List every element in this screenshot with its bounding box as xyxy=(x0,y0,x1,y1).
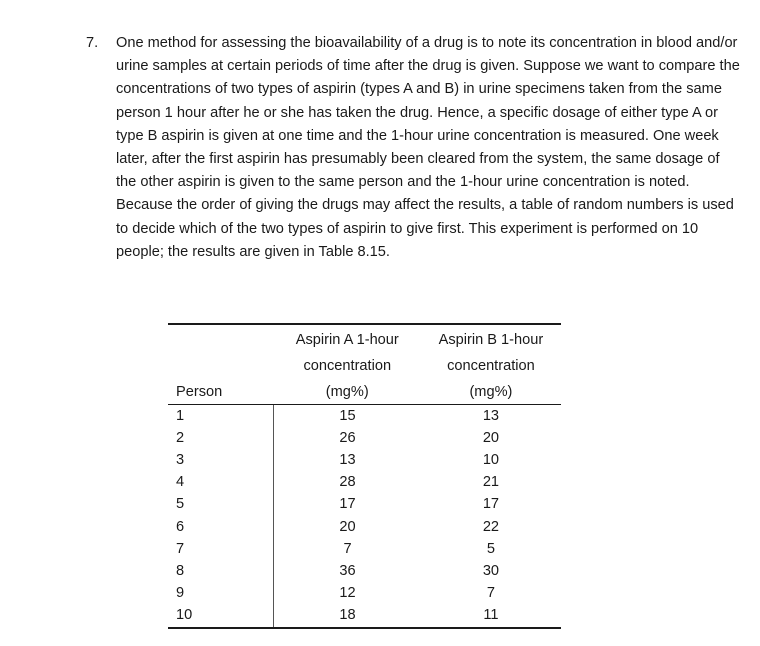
problem-statement xyxy=(86,32,742,264)
table-row xyxy=(168,493,561,515)
cell-aspirin-b: 21 xyxy=(482,474,500,491)
cell-aspirin-b: 13 xyxy=(482,407,500,424)
cell-aspirin-b: 30 xyxy=(482,563,500,580)
cell-person: 2 xyxy=(168,427,274,449)
cell-aspirin-b: 17 xyxy=(482,496,500,513)
header-aspirin-a-line-2: concentration xyxy=(303,358,392,375)
cell-aspirin-a: 7 xyxy=(343,540,352,557)
table-header-row-2 xyxy=(168,351,561,377)
table-header xyxy=(168,324,561,404)
cell-aspirin-b: 7 xyxy=(486,585,495,602)
cell-person: 9 xyxy=(168,582,274,604)
cell-person: 7 xyxy=(168,538,274,560)
table-row xyxy=(168,449,561,471)
cell-person: 10 xyxy=(168,604,274,627)
table-row xyxy=(168,538,561,560)
table-header-row-3 xyxy=(168,377,561,404)
cell-person: 5 xyxy=(168,493,274,515)
cell-person: 3 xyxy=(168,449,274,471)
header-person: Person xyxy=(168,377,274,404)
cell-aspirin-a: 28 xyxy=(339,474,356,491)
header-aspirin-a-line-1: Aspirin A 1-hour xyxy=(295,332,399,348)
cell-aspirin-a: 12 xyxy=(339,585,356,602)
problem-text: One method for assessing the bioavailability of a drug is to note its concentration in blood and/or urine samples at certain periods of time after the drug is given. Suppose we want to compare the concentrations of two types of aspirin (types A and B) in urine specimens taken from the same person 1 hour after he or she has taken the drug. Hence, a specific dosage of either type A or type B aspirin is given at one time and the 1-hour urine concentration is measured. One week later, after the first aspirin has presumably been cleared from the system, the same dosage of the other aspirin is given to the same person and the 1-hour urine concentration is noted. Because the order of giving the drugs may affect the results, a table of random numbers is used to decide which of the two types of aspirin to give first. This experiment is performed on 10 people; the results are given in Table 8.15. xyxy=(116,35,740,260)
table-body xyxy=(168,404,561,628)
data-table-container xyxy=(168,323,561,629)
cell-aspirin-b: 11 xyxy=(421,604,561,627)
cell-person: 4 xyxy=(168,471,274,493)
cell-aspirin-b: 5 xyxy=(486,540,495,557)
header-person-spacer xyxy=(168,324,274,351)
header-person-spacer xyxy=(168,351,274,377)
cell-person: 6 xyxy=(168,516,274,538)
table-row xyxy=(168,604,561,627)
table-row xyxy=(168,560,561,582)
cell-aspirin-a: 17 xyxy=(339,496,356,513)
cell-aspirin-a: 15 xyxy=(339,407,356,424)
cell-aspirin-a: 18 xyxy=(274,604,421,627)
problem-number: 7. xyxy=(86,35,99,51)
table-row xyxy=(168,427,561,449)
table-header-row-1 xyxy=(168,324,561,351)
cell-aspirin-b: 22 xyxy=(482,518,500,535)
header-aspirin-b-line-3: (mg%) xyxy=(421,377,561,404)
table-row xyxy=(168,404,561,427)
cell-aspirin-b: 10 xyxy=(482,452,500,469)
cell-aspirin-a: 36 xyxy=(339,563,356,580)
table-row xyxy=(168,471,561,493)
header-aspirin-b-line-1: Aspirin B 1-hour xyxy=(438,332,544,348)
cell-aspirin-a: 20 xyxy=(339,518,356,535)
table-row xyxy=(168,516,561,538)
header-aspirin-a-line-3: (mg%) xyxy=(274,377,421,404)
header-aspirin-b-line-2: concentration xyxy=(447,358,535,375)
aspirin-concentration-table xyxy=(168,323,561,629)
table-row xyxy=(168,582,561,604)
cell-aspirin-a: 26 xyxy=(339,429,356,446)
cell-aspirin-b: 20 xyxy=(482,429,500,446)
cell-aspirin-a: 13 xyxy=(339,452,356,469)
cell-person: 1 xyxy=(168,404,274,427)
cell-person: 8 xyxy=(168,560,274,582)
